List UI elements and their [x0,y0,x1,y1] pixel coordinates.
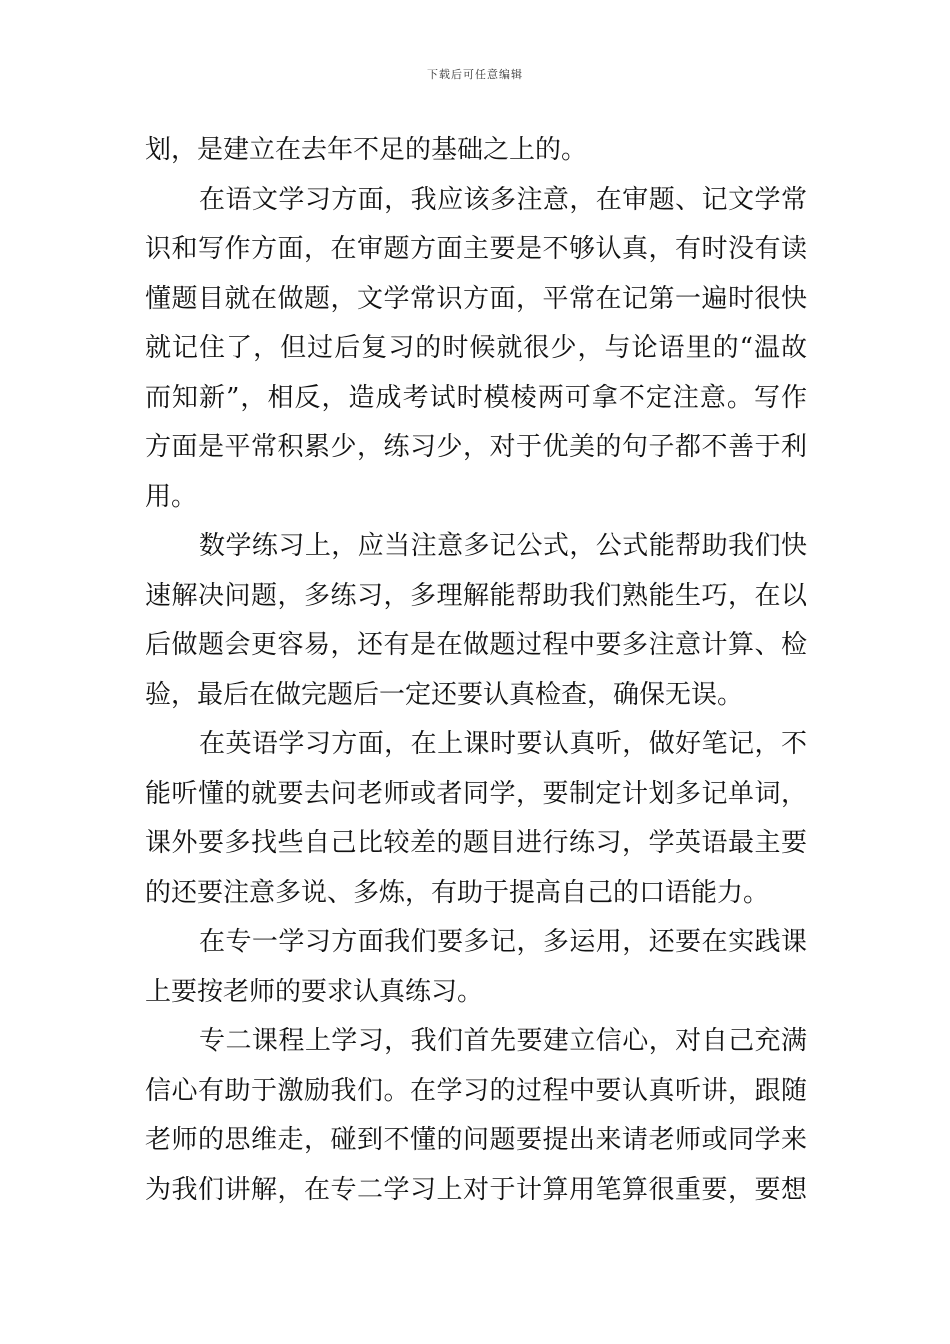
text-line: 课外要多找些自己比较差的题目进行练习，学英语最主要 [145,828,807,858]
text-line: 后做题会更容易，还有是在做题过程中要多注意计算、检 [145,630,807,660]
text-line: 为我们讲解，在专二学习上对于计算用笔算很重要，要想 [145,1174,807,1205]
paragraph-start-line: 在英语学习方面，在上课时要认真听，做好笔记，不 [199,729,807,759]
text-line: 而知新”，相反，造成考试时模棱两可拿不定注意。写作 [145,382,807,413]
text-line: 用。 [145,481,198,512]
text-line: 能听懂的就要去问老师或者同学，要制定计划多记单词， [145,778,807,809]
paragraph-start-line: 数学练习上，应当注意多记公式，公式能帮助我们快 [199,531,807,561]
text-line: 的还要注意多说、多炼，有助于提高自己的口语能力。 [145,877,770,908]
text-line: 上要按老师的要求认真练习。 [145,976,484,1007]
paragraph-start-line: 在专一学习方面我们要多记，多运用，还要在实践课 [199,927,807,957]
text-line: 就记住了，但过后复习的时候就很少，与论语里的“温故 [145,333,807,363]
text-line: 老师的思维走，碰到不懂的问题要提出来请老师或同学来 [145,1125,807,1155]
text-line: 信心有助于激励我们。在学习的过程中要认真听讲，跟随 [145,1075,807,1106]
document-body [145,126,807,1215]
text-line: 懂题目就在做题，文学常识方面，平常在记第一遍时很快 [145,283,807,314]
text-line: 验，最后在做完题后一定还要认真检查，确保无误。 [145,679,744,710]
paragraph-start-line: 专二课程上学习，我们首先要建立信心，对自己充满 [199,1026,807,1056]
text-line: 速解决问题，多练习，多理解能帮助我们熟能生巧，在以 [145,580,807,611]
page-header-note: 下载后可任意编辑 [427,68,523,81]
text-line: 识和写作方面，在审题方面主要是不够认真，有时没有读 [145,234,807,264]
text-line: 方面是平常积累少，练习少，对于优美的句子都不善于利 [145,432,807,462]
paragraph-start-line: 在语文学习方面，我应该多注意，在审题、记文学常 [199,184,807,215]
text-line: 划，是建立在去年不足的基础之上的。 [145,135,588,165]
